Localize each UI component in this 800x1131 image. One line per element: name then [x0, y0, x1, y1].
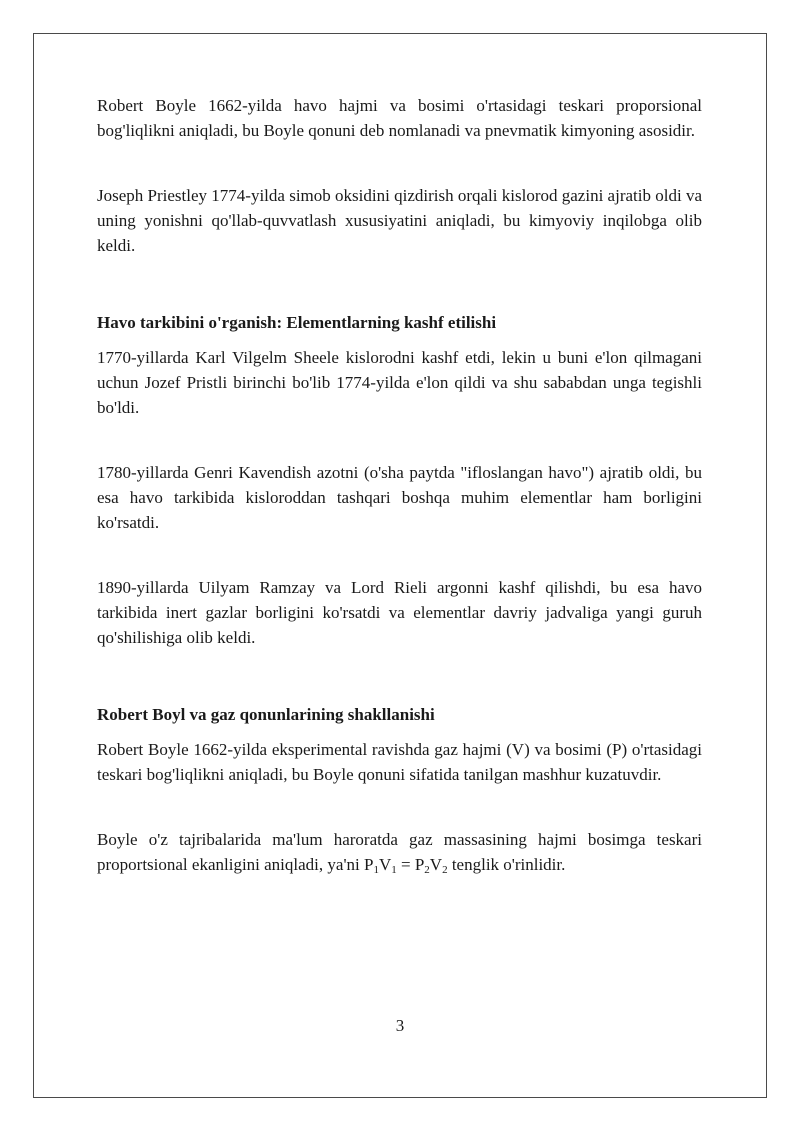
page-number: 3 [395, 1016, 405, 1035]
formula-lead-text: Boyle o'z tajribalarida ma'lum haroratda gaz massasining hajmi bosimga teskari proportsional ekanligini aniqladi, ya'ni [97, 830, 702, 874]
boyle-formula: $P_1V_1 = P_2V_2$ [363, 855, 448, 876]
section-heading-gas-laws: Robert Boyl va gaz qonunlarining shakllanishi [97, 705, 435, 724]
page-content [97, 93, 702, 877]
section-heading-air-composition: Havo tarkibini o'rganish: Elementlarning kashf etilishi [97, 313, 497, 332]
formula-tail-text: tenglik o'rinlidir. [447, 855, 566, 874]
paragraph-priestley: Joseph Priestley 1774-yilda simob oksidini qizdirish orqali kislorod gazini ajratib oldi va uning yonishni qo'llab-quvvatlash xususiyatini aniqladi, bu kimyoviy inqilobga olib keldi. [97, 186, 702, 255]
paragraph-cavendish: 1780-yillarda Genri Kavendish azotni (o'sha paytda "ifloslangan havo") ajratib oldi, bu esa havo tarkibida kisloroddan tashqari boshqa muhim elementlar ham borligini ko'rsatdi. [97, 463, 702, 532]
paragraph-boyle-formula [97, 827, 702, 877]
paragraph-boyle-intro: Robert Boyle 1662-yilda havo hajmi va bosimi o'rtasidagi teskari proporsional bog'liqlikni aniqladi, bu Boyle qonuni deb nomlanadi va pnevmatik kimyoning asosidir. [97, 96, 702, 140]
paragraph-boyle-law: Robert Boyle 1662-yilda eksperimental ravishda gaz hajmi (V) va bosimi (P) o'rtasidagi teskari bog'liqlikni aniqladi, bu Boyle qonuni sifatida tanilgan mashhur kuzatuvdir. [97, 740, 702, 784]
paragraph-ramsay: 1890-yillarda Uilyam Ramzay va Lord Rieli argonni kashf qilishdi, bu esa havo tarkibida inert gazlar borligini ko'rsatdi va elementlar davriy jadvaliga yangi guruh qo'shilishiga olib keldi. [97, 578, 702, 647]
paragraph-scheele: 1770-yillarda Karl Vilgelm Sheele kislorodni kashf etdi, lekin u buni e'lon qilmagani uchun Jozef Pristli birinchi bo'lib 1774-yilda e'lon qildi va shu sababdan unga tegishli bo'ldi. [97, 348, 702, 417]
